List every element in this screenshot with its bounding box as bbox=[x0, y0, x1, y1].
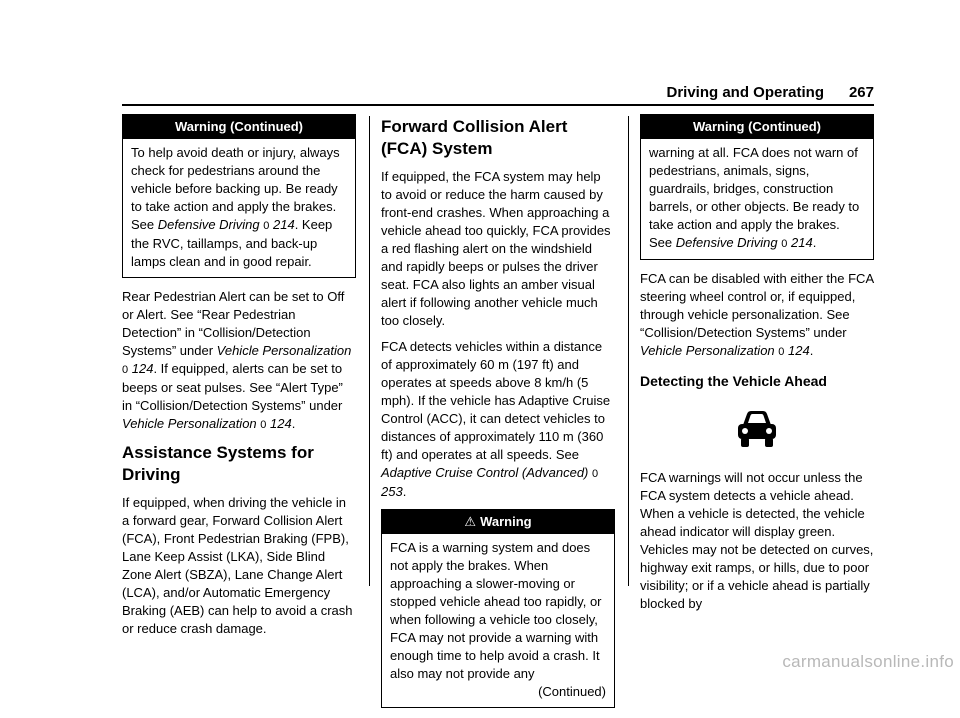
paragraph-text: . bbox=[809, 343, 814, 358]
warning-body bbox=[382, 534, 614, 707]
vehicle-ahead-indicator bbox=[640, 409, 874, 449]
warning-text: . Keep the RVC, taillamps, and back-up lamps clean and in good repair. bbox=[131, 217, 333, 269]
xref-page[interactable]: 124 bbox=[270, 416, 292, 431]
xref-page[interactable]: 124 bbox=[788, 343, 810, 358]
page-number: 267 bbox=[848, 84, 874, 101]
warning-box-continued bbox=[122, 114, 356, 278]
xref-page[interactable]: 253 bbox=[381, 484, 403, 499]
page-ref-symbol: 0 bbox=[263, 220, 270, 232]
warning-title: Warning bbox=[480, 514, 532, 529]
page-ref-symbol: 0 bbox=[778, 346, 785, 358]
watermark: carmanualsonline.info bbox=[782, 652, 954, 671]
warning-title: Warning (Continued) bbox=[123, 115, 355, 139]
paragraph bbox=[640, 270, 874, 361]
header-rule bbox=[122, 104, 874, 106]
xref-page[interactable]: 214 bbox=[791, 235, 813, 250]
header-title: Driving and Operating bbox=[666, 84, 824, 101]
column-1 bbox=[122, 114, 356, 646]
paragraph-text: . bbox=[291, 416, 296, 431]
xref-vehicle-personalization[interactable]: Vehicle Personalization bbox=[216, 343, 352, 358]
paragraph-text: Rear Pedestrian Alert can be set to Off or Alert. See “Rear Pedestrian Detection” in “Collision/Detection Systems” under bbox=[122, 289, 345, 358]
paragraph-text: . If equipped, alerts can be set to beeps or seat pulses. See “Alert Type” in “Collision/Detection Systems” under bbox=[122, 361, 343, 413]
paragraph-text: . bbox=[402, 484, 407, 499]
paragraph: If equipped, the FCA system may help to avoid or reduce the harm caused by front-end crashes. When approaching a vehicle ahead too quickly, FCA provides a red flashing alert on the windshield and rapidly beeps or pulses the driver seat. FCA also lights an amber visual alert if following another vehicle much too closely. bbox=[381, 169, 611, 328]
warning-title: Warning (Continued) bbox=[641, 115, 873, 139]
warning-text: FCA is a warning system and does not apply the brakes. When approaching a slower-moving or stopped vehicle ahead too rapidly, or when following a vehicle too closely, FCA may not provide a warning with enough time to help avoid a crash. It also may not provide any bbox=[390, 540, 602, 681]
page-ref-symbol: 0 bbox=[592, 468, 599, 480]
warning-text: . bbox=[812, 235, 817, 250]
subsection-heading: Detecting the Vehicle Ahead bbox=[640, 373, 827, 389]
section-heading: Forward Collision Alert (FCA) System bbox=[381, 117, 568, 158]
page-ref-symbol: 0 bbox=[122, 364, 129, 376]
xref-adaptive-cruise-control[interactable]: Adaptive Cruise Control (Advanced) bbox=[381, 465, 589, 480]
paragraph bbox=[122, 288, 356, 434]
warning-box bbox=[381, 509, 615, 708]
vehicle-ahead-icon bbox=[735, 409, 779, 449]
warning-header bbox=[382, 510, 614, 534]
warning-text: To help avoid death or injury, always check for pedestrians around the vehicle before backing up. Be ready to take action and apply the brakes. See bbox=[131, 145, 340, 232]
xref-page[interactable]: 124 bbox=[131, 361, 154, 376]
alert-icon: ⚠ bbox=[464, 514, 477, 529]
warning-body bbox=[123, 139, 355, 277]
warning-box-continued bbox=[640, 114, 874, 260]
xref-vehicle-personalization[interactable]: Vehicle Personalization bbox=[640, 343, 775, 358]
xref-page[interactable]: 214 bbox=[273, 217, 295, 232]
paragraph-text: FCA can be disabled with either the FCA steering wheel control or, if equipped, through vehicle personalization. See “Collision/Detection Systems” under bbox=[640, 271, 874, 340]
page-ref-symbol: 0 bbox=[260, 419, 267, 431]
paragraph: FCA warnings will not occur unless the FCA system detects a vehicle ahead. When a vehicle is detected, the vehicle ahead indicator will display green. Vehicles may not be detected on curves, highway exit ramps, or hills, due to poor visibility; or if a vehicle ahead is partially blocked by bbox=[640, 470, 874, 611]
paragraph bbox=[381, 338, 615, 501]
column-divider bbox=[369, 116, 370, 586]
column-divider bbox=[628, 116, 629, 586]
continued-label: (Continued) bbox=[538, 684, 606, 699]
xref-vehicle-personalization[interactable]: Vehicle Personalization bbox=[122, 416, 257, 431]
column-3 bbox=[640, 114, 874, 621]
page-ref-symbol: 0 bbox=[781, 238, 788, 250]
section-heading: Assistance Systems for Driving bbox=[122, 443, 314, 484]
paragraph-text: FCA detects vehicles within a distance of approximately 60 m (197 ft) and operates at speeds above 8 km/h (5 mph). If the vehicle has Adaptive Cruise Control (ACC), it can detect vehicles to distances of approximately 110 m (360 ft) and operates at all speeds. See bbox=[381, 339, 611, 462]
xref-defensive-driving[interactable]: Defensive Driving bbox=[675, 235, 778, 250]
warning-body bbox=[641, 139, 873, 259]
xref-defensive-driving[interactable]: Defensive Driving bbox=[157, 217, 260, 232]
paragraph: If equipped, when driving the vehicle in a forward gear, Forward Collision Alert (FCA), Front Pedestrian Braking (FPB), Lane Keep Assist (LKA), Side Blind Zone Alert (SBZA), Lane Change Alert (LCA), and/or Automatic Emergency Braking (AEB) can help to avoid a crash or reduce crash damage. bbox=[122, 495, 353, 636]
warning-text: warning at all. FCA does not warn of pedestrians, animals, signs, guardrails, bridges, construction barrels, or other objects. Be ready to take action and apply the brakes. See bbox=[649, 145, 860, 250]
page-header bbox=[122, 84, 874, 104]
column-2 bbox=[381, 114, 615, 718]
